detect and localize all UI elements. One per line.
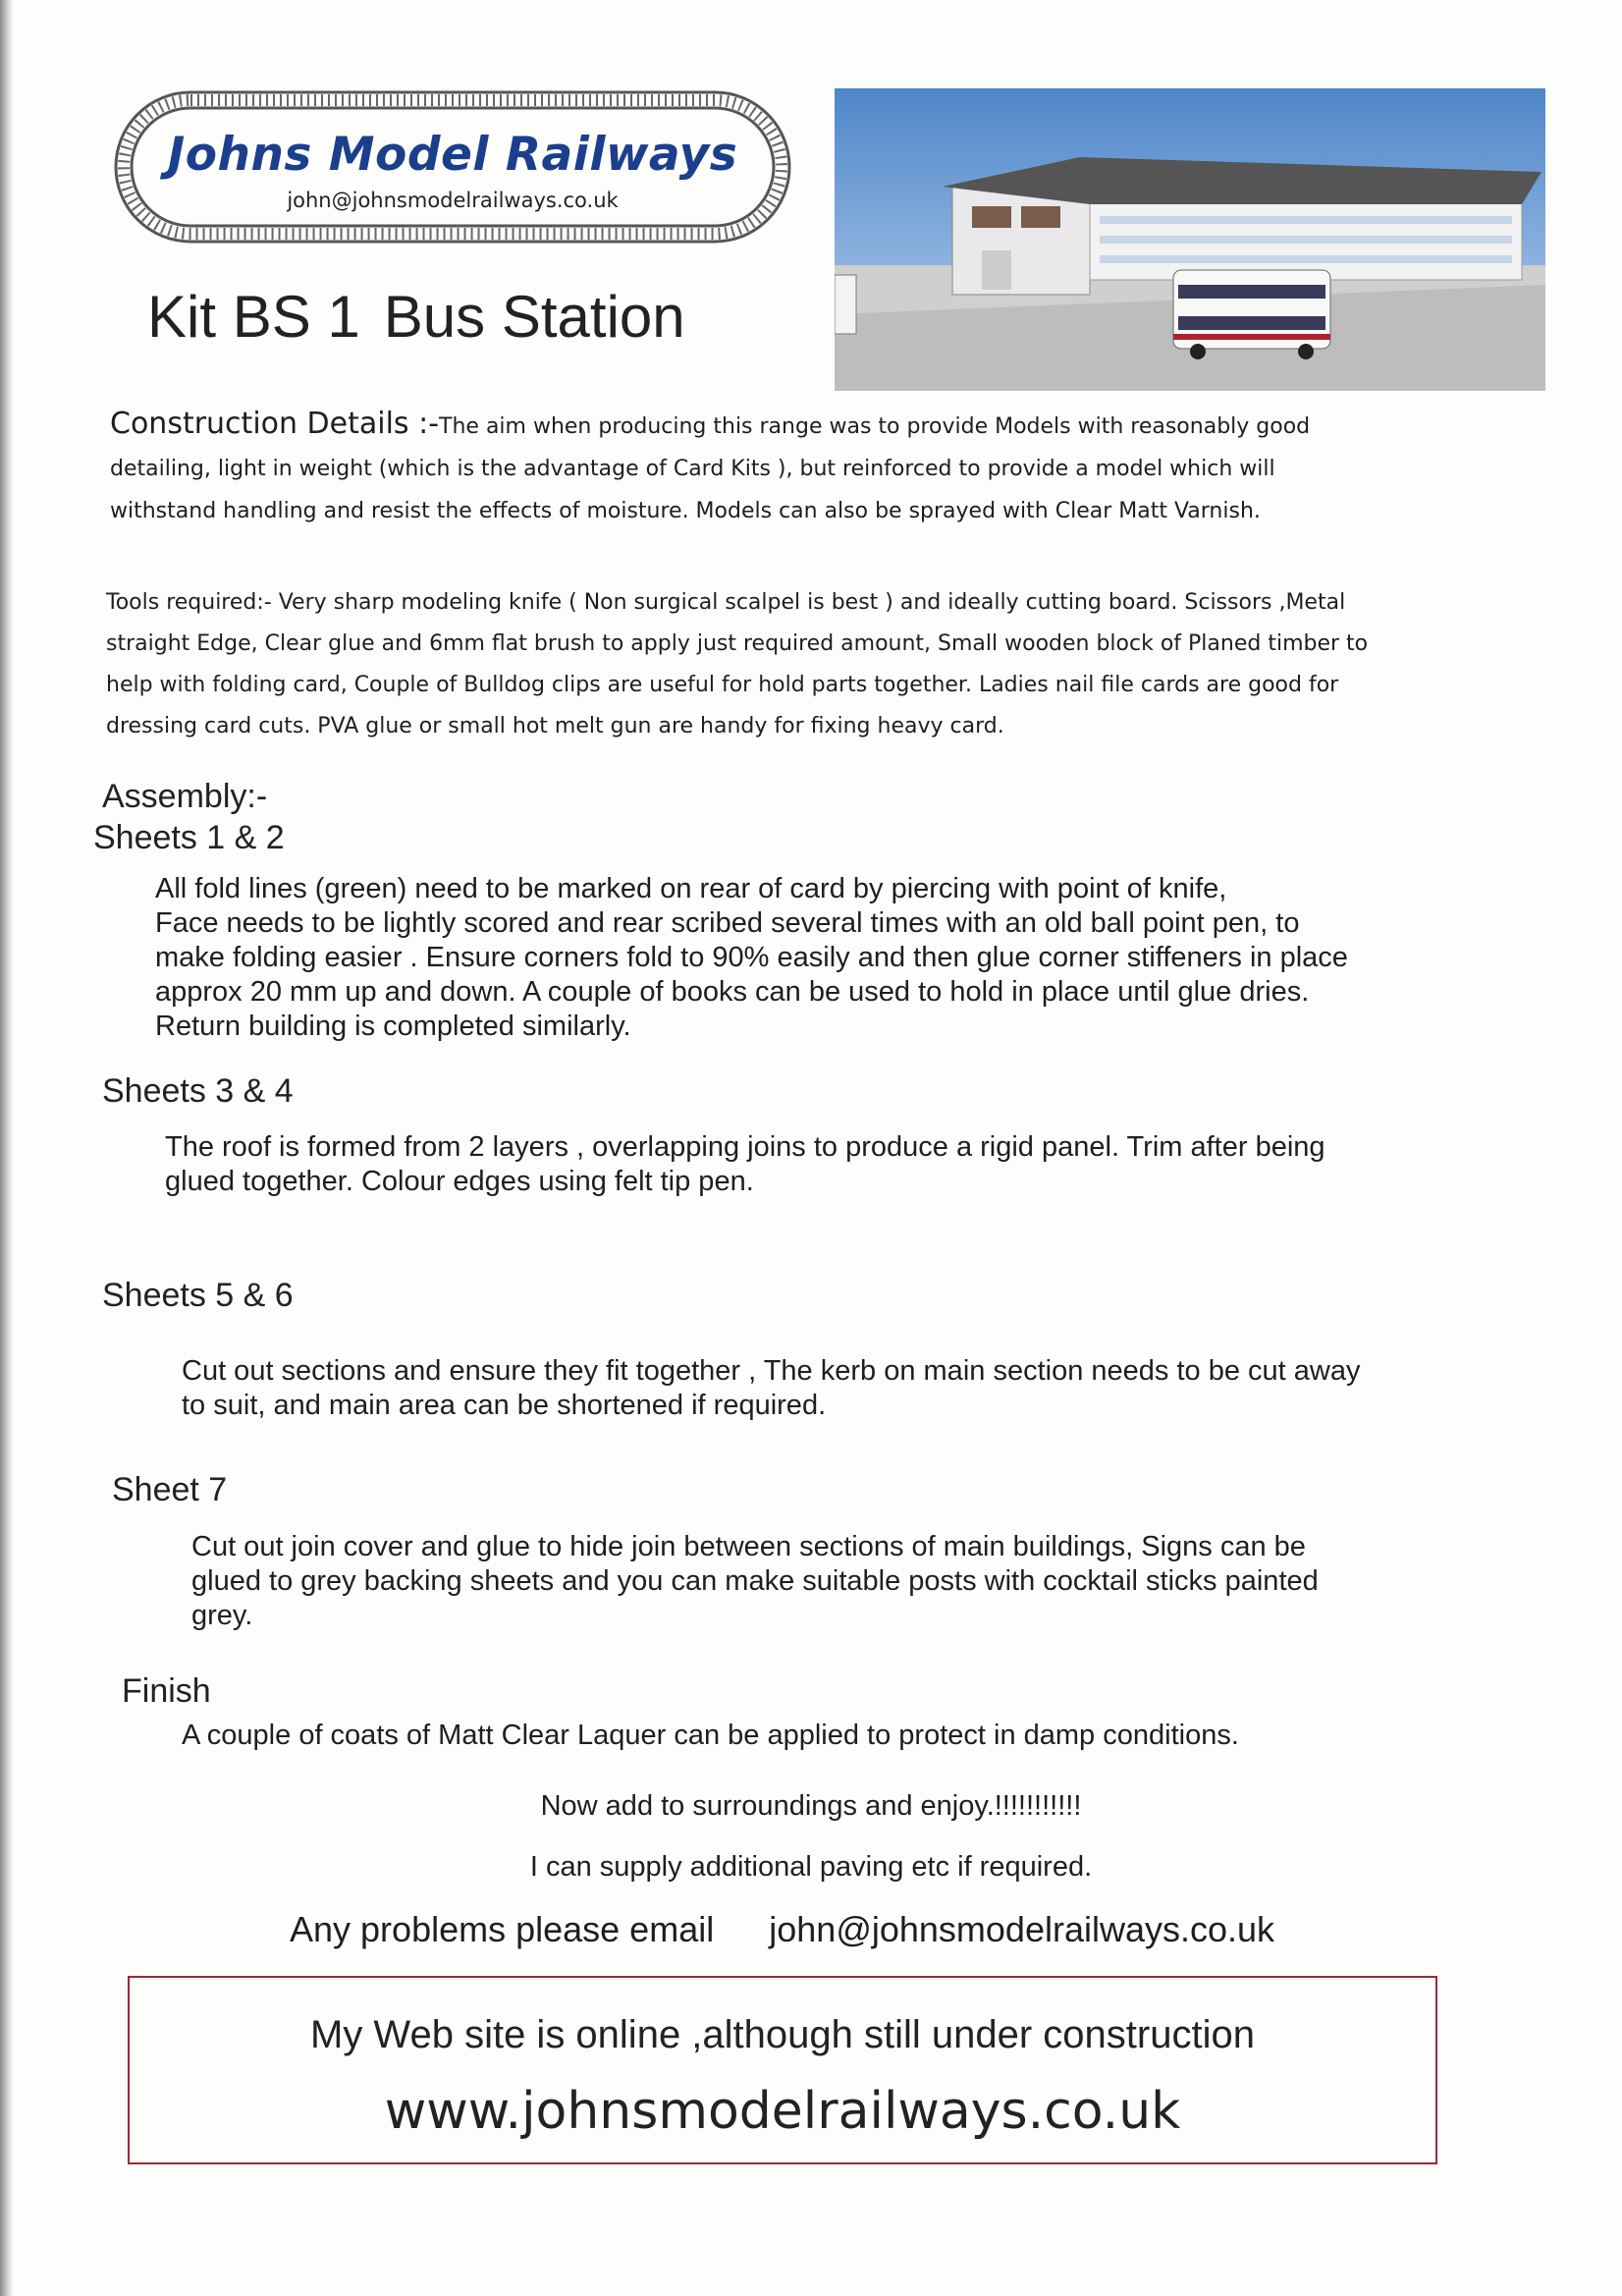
construction-line-1: Construction Details :-The aim when producing this range was to provide Models with reasonably good [110, 407, 1311, 441]
contact-email[interactable]: john@johnsmodelrailways.co.uk [769, 1909, 1275, 1949]
paving-line: I can supply additional paving etc if required. [529, 1851, 1093, 1883]
logo [110, 86, 795, 247]
enjoy-line: Now add to surroundings and enjoy.!!!!!!!!!!! [540, 1790, 1082, 1822]
sheets-5-6-heading: Sheets 5 & 6 [102, 1277, 294, 1314]
problems-text: Any problems please email [290, 1909, 715, 1949]
finish-body: A couple of coats of Matt Clear Laquer can be applied to protect in damp conditions. [182, 1720, 1239, 1751]
bus-station-photo [835, 88, 1545, 391]
scan-edge [0, 0, 14, 2296]
construction-details [110, 403, 1534, 532]
sheets-5-6-body: Cut out sections and ensure they fit together , The kerb on main section needs to be cut away to suit, and main area can be shortened if required. [182, 1355, 1361, 1421]
kit-name: Bus Station [383, 284, 685, 350]
finish-heading: Finish [122, 1672, 211, 1710]
sheets-1-2-heading: Sheets 1 & 2 [93, 819, 285, 856]
construction-line-3: withstand handling and resist the effects of moisture. Models can also be sprayed with Clear Matt Varnish. [110, 499, 1261, 523]
tools-line-4: dressing card cuts. PVA glue or small hot melt gun are handy for fixing heavy card. [106, 714, 1004, 738]
logo-title: Johns Model Railways [167, 128, 738, 182]
sheets-3-4-body: The roof is formed from 2 layers , overlapping joins to produce a rigid panel. Trim after being glued together. Colour edges using felt tip pen. [165, 1131, 1325, 1197]
problems-line [290, 1909, 1274, 1950]
assembly-heading: Assembly:- [102, 778, 268, 815]
sheets-1-2-body: All fold lines (green) need to be marked on rear of card by piercing with point of knife, Face needs to be lightly scored and rear scribed several times with an old ball point pen, to make folding easier . Ensure corners fold to 90% easily and then glue corner stiffeners in place approx 20 mm up and down. A couple of books can be used to hold in place until glue dries. Return building is completed similarly. [155, 873, 1348, 1042]
construction-line-2: detailing, light in weight (which is the advantage of Card Kits ), but reinforced to provide a model which will [110, 457, 1275, 481]
sheet-7-heading: Sheet 7 [112, 1471, 228, 1508]
logo-email: john@johnsmodelrailways.co.uk [287, 189, 619, 212]
construction-label: Construction Details :- [110, 407, 440, 441]
sheets-3-4-heading: Sheets 3 & 4 [102, 1072, 294, 1110]
kit-title [147, 283, 709, 351]
kit-code: Kit BS 1 [147, 284, 360, 350]
website-notice: My Web site is online ,although still under construction [310, 2013, 1255, 2056]
website-box [128, 1976, 1437, 2164]
tools-line-2: straight Edge, Clear glue and 6mm flat brush to apply just required amount, Small wooden block of Planed timber to [106, 631, 1369, 656]
website-url[interactable]: www.johnsmodelrailways.co.uk [384, 2082, 1181, 2141]
sheet-7-body: Cut out join cover and glue to hide join between sections of main buildings, Signs can be glued to grey backing sheets and you can make suitable posts with cocktail sticks painted grey. [191, 1531, 1319, 1631]
tools-required [106, 582, 1540, 747]
tools-line-3: help with folding card, Couple of Bulldog clips are useful for hold parts together. Ladies nail file cards are good for [106, 673, 1339, 697]
tools-line-1: Tools required:- Very sharp modeling knife ( Non surgical scalpel is best ) and ideally cutting board. Scissors ,Metal [106, 590, 1346, 615]
